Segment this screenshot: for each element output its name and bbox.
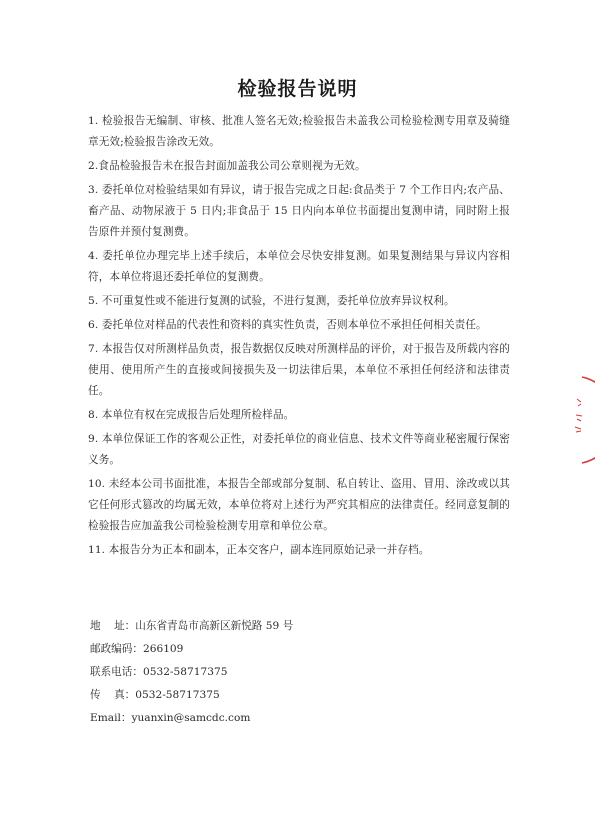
fax-label: 传 真： <box>90 689 136 701</box>
report-notes-list <box>88 111 510 564</box>
note-item-4: 4. 委托单位办理完毕上述手续后，本单位会尽快安排复测。如果复测结果与异议内容相符，本单位将退还委托单位的复测费。 <box>88 250 510 283</box>
note-item-1: 1. 检验报告无编制、审核、批准人签名无效;检验报告未盖我公司检验检测专用章及骑缝章无效;检验报告涂改无效。 <box>88 115 510 148</box>
seal-stamp-arc <box>582 377 595 463</box>
email-value: yuanxin@samcdc.com <box>131 712 251 724</box>
note-item-3: 3. 委托单位对检验结果如有异议，请于报告完成之日起:食品类于 7 个工作日内;农产品、畜产品、动物尿液于 5 日内;非食品于 15 日内向本单位书面提出复测申请，同时附上报告原件并预付复测费。 <box>88 184 510 238</box>
note-item-8: 8. 本单位有权在完成报告后处理所检样品。 <box>88 409 295 421</box>
phone-value: 0532-58717375 <box>142 666 228 678</box>
note-item-5: 5. 不可重复性或不能进行复测的试验，不进行复测，委托单位放弃异议权利。 <box>88 295 455 307</box>
seal-stamp-icon <box>560 375 595 465</box>
fax-row <box>90 684 510 707</box>
note-item-7: 7. 本报告仅对所测样品负责，报告数据仅反映对所测样品的评价，对于报告及所载内容的使用、使用所产生的直接或间接损失及一切法律后果，本单位不承担任何经济和法律责任。 <box>88 343 510 397</box>
address-row <box>90 615 510 638</box>
postcode-value: 266109 <box>142 643 184 655</box>
contact-info <box>90 615 510 730</box>
postcode-row <box>90 638 510 661</box>
phone-row <box>90 661 510 684</box>
address-value: 山东省青岛市高新区新悦路 59 号 <box>135 620 294 632</box>
fax-value: 0532-58717375 <box>135 689 220 701</box>
seal-stamp-mark-1 <box>577 399 581 406</box>
note-item-6: 6. 委托单位对样品的代表性和资料的真实性负责，否则本单位不承担任何相关责任。 <box>88 319 487 331</box>
email-label: Email： <box>90 712 132 724</box>
address-label: 地 址： <box>90 620 136 632</box>
note-item-10: 10. 未经本公司书面批准，本报告全部或部分复制、私自转让、盗用、冒用、涂改或以其它任何形式篡改的均属无效，本单位将对上述行为严究其相应的法律责任。经同意复制的检验报告应加盖我公司检验检测专用章和单位公章。 <box>88 478 510 532</box>
seal-stamp-mark-2 <box>576 415 582 421</box>
postcode-label: 邮政编码： <box>90 643 143 655</box>
phone-label: 联系电话： <box>90 666 143 678</box>
note-item-11: 11. 本报告分为正本和副本，正本交客户，副本连同原始记录一并存档。 <box>88 544 430 556</box>
page-title: 检验报告说明 <box>237 78 358 100</box>
seal-stamp-mark-3 <box>575 427 581 432</box>
note-item-2: 2.食品检验报告未在报告封面加盖我公司公章则视为无效。 <box>88 160 366 172</box>
email-row <box>90 707 510 730</box>
note-item-9: 9. 本单位保证工作的客观公正性，对委托单位的商业信息、技术文件等商业秘密履行保密义务。 <box>88 433 510 466</box>
